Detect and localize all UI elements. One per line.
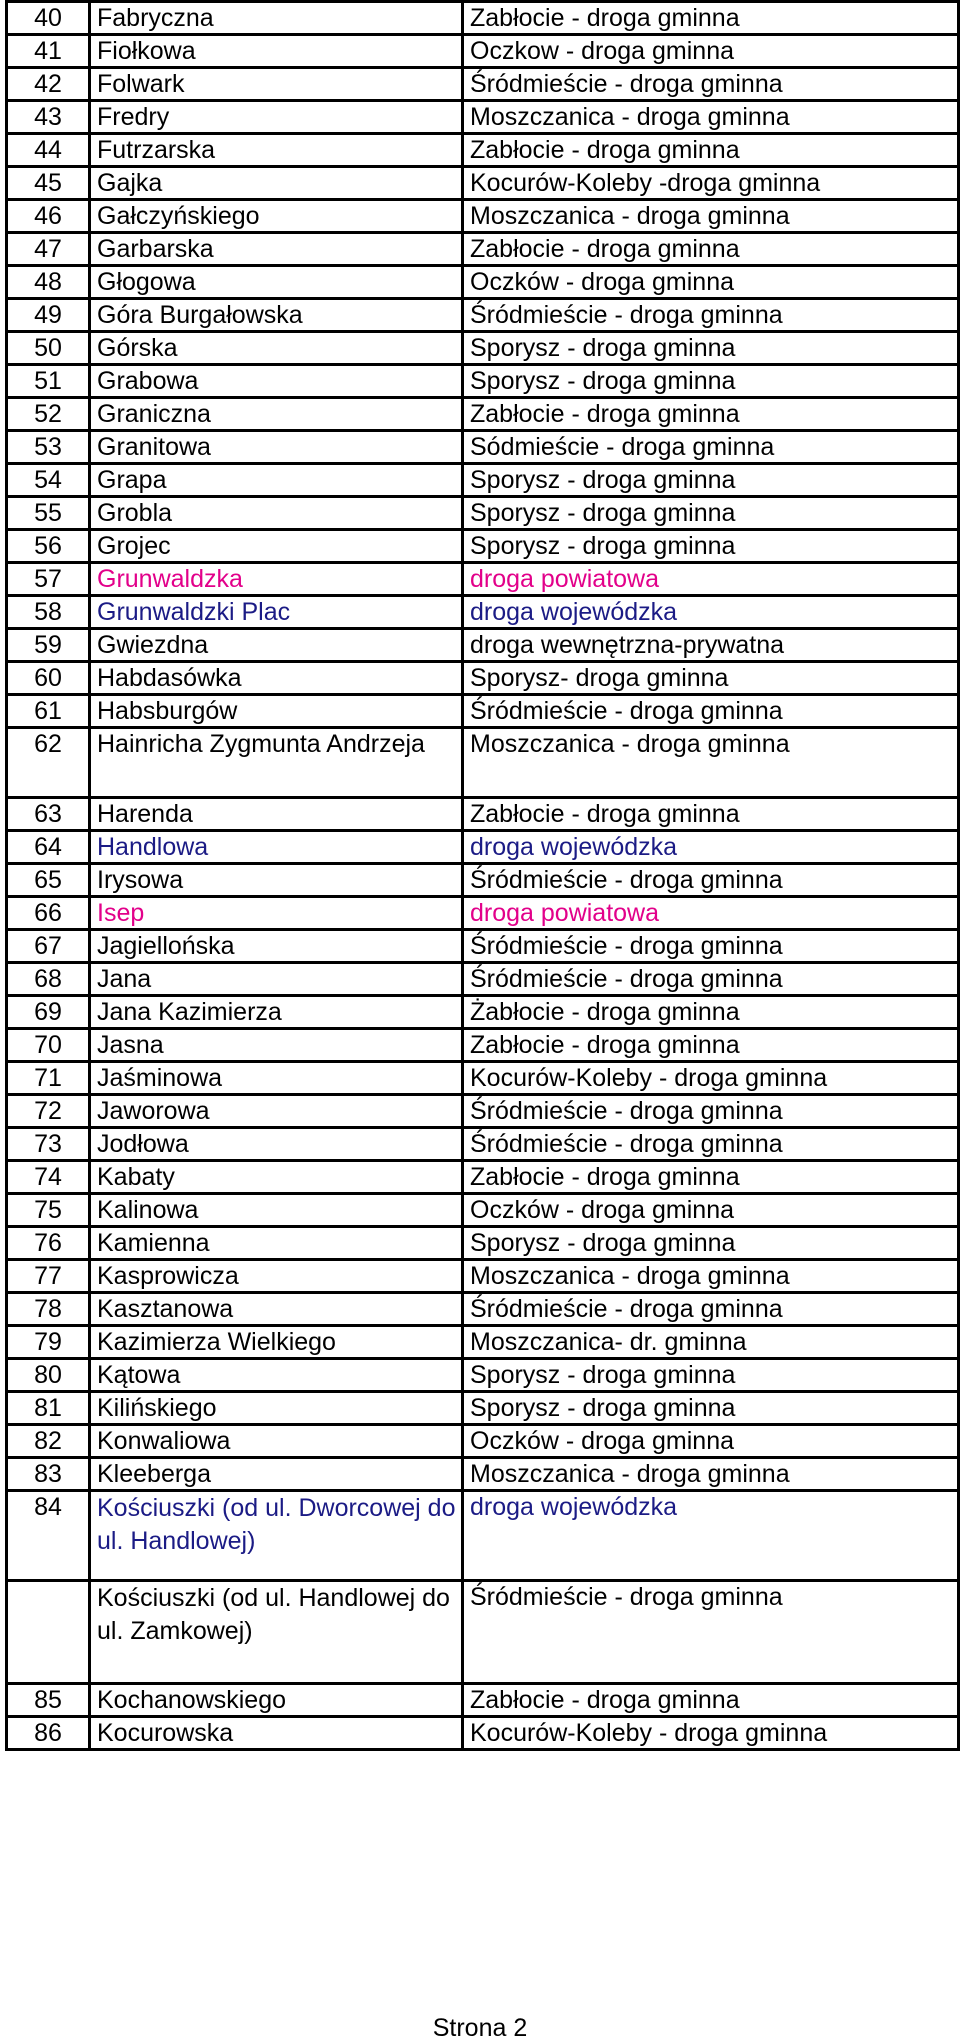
street-name: Kilińskiego	[90, 1392, 463, 1425]
road-category: Sporysz - droga gminna	[463, 1227, 959, 1260]
street-name: Gałczyńskiego	[90, 200, 463, 233]
road-category: Sódmieście - droga gminna	[463, 431, 959, 464]
table-row	[7, 332, 959, 365]
street-name: Folwark	[90, 68, 463, 101]
road-category: Sporysz - droga gminna	[463, 497, 959, 530]
road-category: Zabłocie - droga gminna	[463, 798, 959, 831]
street-name: Jaśminowa	[90, 1062, 463, 1095]
street-name: Jana	[90, 963, 463, 996]
street-name: Kościuszki (od ul. Handlowej do ul. Zamkowej)	[90, 1581, 463, 1684]
street-name: Konwaliowa	[90, 1425, 463, 1458]
table-row	[7, 728, 959, 798]
street-name: Kazimierza Wielkiego	[90, 1326, 463, 1359]
row-number: 50	[7, 332, 90, 365]
road-category: Oczkow - droga gminna	[463, 35, 959, 68]
row-number: 79	[7, 1326, 90, 1359]
road-category: Sporysz - droga gminna	[463, 332, 959, 365]
road-category: Moszczanica - droga gminna	[463, 101, 959, 134]
street-name: Grunwaldzka	[90, 563, 463, 596]
table-row	[7, 1491, 959, 1581]
road-category: Sporysz- droga gminna	[463, 662, 959, 695]
street-road-table	[5, 0, 960, 1751]
row-number: 71	[7, 1062, 90, 1095]
table-row	[7, 996, 959, 1029]
street-name: Grunwaldzki Plac	[90, 596, 463, 629]
row-number: 82	[7, 1425, 90, 1458]
table-row	[7, 897, 959, 930]
row-number: 59	[7, 629, 90, 662]
road-category: droga wojewódzka	[463, 596, 959, 629]
table-row	[7, 1326, 959, 1359]
table-row	[7, 1293, 959, 1326]
table-row	[7, 497, 959, 530]
road-category: droga wojewódzka	[463, 831, 959, 864]
street-name: Kleeberga	[90, 1458, 463, 1491]
road-category: Zabłocie - droga gminna	[463, 134, 959, 167]
street-name: Jaworowa	[90, 1095, 463, 1128]
road-category: Sporysz - droga gminna	[463, 530, 959, 563]
street-name: Habsburgów	[90, 695, 463, 728]
table-row	[7, 398, 959, 431]
row-number: 70	[7, 1029, 90, 1062]
street-name: Kamienna	[90, 1227, 463, 1260]
row-number: 69	[7, 996, 90, 1029]
row-number: 42	[7, 68, 90, 101]
row-number: 81	[7, 1392, 90, 1425]
street-name: Gwiezdna	[90, 629, 463, 662]
street-name: Kątowa	[90, 1359, 463, 1392]
road-category: Sporysz - droga gminna	[463, 1392, 959, 1425]
road-category: Śródmieście - droga gminna	[463, 299, 959, 332]
table-row	[7, 233, 959, 266]
road-category: Oczków - droga gminna	[463, 1194, 959, 1227]
table-row	[7, 101, 959, 134]
street-name: Grojec	[90, 530, 463, 563]
road-category: Moszczanica - droga gminna	[463, 200, 959, 233]
street-name: Kalinowa	[90, 1194, 463, 1227]
table-row	[7, 1425, 959, 1458]
road-category: Moszczanica - droga gminna	[463, 1458, 959, 1491]
table-row	[7, 464, 959, 497]
street-name: Irysowa	[90, 864, 463, 897]
street-name: Hainricha Zygmunta Andrzeja	[90, 728, 463, 798]
street-table-body	[7, 2, 959, 1750]
street-name: Jagiellońska	[90, 930, 463, 963]
road-category: Oczków - droga gminna	[463, 266, 959, 299]
row-number: 63	[7, 798, 90, 831]
street-name: Górska	[90, 332, 463, 365]
table-row	[7, 1359, 959, 1392]
table-row	[7, 930, 959, 963]
street-name: Garbarska	[90, 233, 463, 266]
street-name: Kasztanowa	[90, 1293, 463, 1326]
row-number: 45	[7, 167, 90, 200]
table-row	[7, 1392, 959, 1425]
table-row	[7, 1161, 959, 1194]
row-number: 85	[7, 1684, 90, 1717]
road-category: Śródmieście - droga gminna	[463, 864, 959, 897]
table-row	[7, 1095, 959, 1128]
table-row	[7, 68, 959, 101]
road-category: Kocurów-Koleby - droga gminna	[463, 1062, 959, 1095]
table-row	[7, 695, 959, 728]
road-category: Zabłocie - droga gminna	[463, 1029, 959, 1062]
table-row	[7, 1029, 959, 1062]
row-number: 77	[7, 1260, 90, 1293]
road-category: Śródmieście - droga gminna	[463, 1293, 959, 1326]
table-row	[7, 1194, 959, 1227]
row-number: 44	[7, 134, 90, 167]
row-number: 74	[7, 1161, 90, 1194]
road-category: Śródmieście - droga gminna	[463, 930, 959, 963]
table-row	[7, 167, 959, 200]
row-number: 78	[7, 1293, 90, 1326]
row-number: 72	[7, 1095, 90, 1128]
road-category: droga wewnętrzna-prywatna	[463, 629, 959, 662]
table-row	[7, 798, 959, 831]
row-number: 66	[7, 897, 90, 930]
street-name: Handlowa	[90, 831, 463, 864]
street-name: Kasprowicza	[90, 1260, 463, 1293]
row-number: 46	[7, 200, 90, 233]
row-number	[7, 1581, 90, 1684]
road-category: Śródmieście - droga gminna	[463, 695, 959, 728]
row-number: 57	[7, 563, 90, 596]
street-name: Jodłowa	[90, 1128, 463, 1161]
table-row	[7, 35, 959, 68]
table-row	[7, 1581, 959, 1684]
street-name: Graniczna	[90, 398, 463, 431]
row-number: 84	[7, 1491, 90, 1581]
road-category: Kocurów-Koleby - droga gminna	[463, 1717, 959, 1750]
street-name: Fiołkowa	[90, 35, 463, 68]
table-row	[7, 200, 959, 233]
street-name: Jana Kazimierza	[90, 996, 463, 1029]
table-row	[7, 299, 959, 332]
table-row	[7, 563, 959, 596]
row-number: 48	[7, 266, 90, 299]
row-number: 53	[7, 431, 90, 464]
street-name: Grapa	[90, 464, 463, 497]
row-number: 75	[7, 1194, 90, 1227]
road-category: Moszczanica - droga gminna	[463, 728, 959, 798]
table-row	[7, 431, 959, 464]
row-number: 55	[7, 497, 90, 530]
table-row	[7, 1227, 959, 1260]
table-row	[7, 596, 959, 629]
road-category: droga wojewódzka	[463, 1491, 959, 1581]
street-name: Fredry	[90, 101, 463, 134]
street-name: Góra Burgałowska	[90, 299, 463, 332]
row-number: 58	[7, 596, 90, 629]
table-row	[7, 365, 959, 398]
street-name: Kabaty	[90, 1161, 463, 1194]
row-number: 76	[7, 1227, 90, 1260]
street-name: Głogowa	[90, 266, 463, 299]
street-name: Fabryczna	[90, 2, 463, 35]
table-row	[7, 831, 959, 864]
street-name: Kocurowska	[90, 1717, 463, 1750]
street-name: Granitowa	[90, 431, 463, 464]
road-category: Zabłocie - droga gminna	[463, 2, 959, 35]
road-category: Oczków - droga gminna	[463, 1425, 959, 1458]
street-name: Jasna	[90, 1029, 463, 1062]
road-category: Kocurów-Koleby -droga gminna	[463, 167, 959, 200]
road-category: Sporysz - droga gminna	[463, 1359, 959, 1392]
table-row	[7, 1260, 959, 1293]
road-category: Moszczanica- dr. gminna	[463, 1326, 959, 1359]
row-number: 52	[7, 398, 90, 431]
table-row	[7, 134, 959, 167]
row-number: 67	[7, 930, 90, 963]
row-number: 62	[7, 728, 90, 798]
road-category: Zabłocie - droga gminna	[463, 1161, 959, 1194]
row-number: 51	[7, 365, 90, 398]
row-number: 41	[7, 35, 90, 68]
road-category: Śródmieście - droga gminna	[463, 1095, 959, 1128]
road-category: Śródmieście - droga gminna	[463, 68, 959, 101]
table-row	[7, 629, 959, 662]
row-number: 80	[7, 1359, 90, 1392]
street-name: Isep	[90, 897, 463, 930]
street-name: Grobla	[90, 497, 463, 530]
row-number: 47	[7, 233, 90, 266]
table-row	[7, 662, 959, 695]
road-category: Zabłocie - droga gminna	[463, 1684, 959, 1717]
table-row	[7, 1128, 959, 1161]
street-name: Gajka	[90, 167, 463, 200]
road-category: Śródmieście - droga gminna	[463, 963, 959, 996]
row-number: 65	[7, 864, 90, 897]
road-category: Zabłocie - droga gminna	[463, 398, 959, 431]
street-name: Grabowa	[90, 365, 463, 398]
table-row	[7, 530, 959, 563]
road-category: Zabłocie - droga gminna	[463, 233, 959, 266]
row-number: 49	[7, 299, 90, 332]
table-row	[7, 864, 959, 897]
road-category: Żabłocie - droga gminna	[463, 996, 959, 1029]
street-name: Futrzarska	[90, 134, 463, 167]
row-number: 73	[7, 1128, 90, 1161]
road-category: droga powiatowa	[463, 897, 959, 930]
table-row	[7, 963, 959, 996]
row-number: 54	[7, 464, 90, 497]
page-footer	[0, 2013, 960, 2043]
row-number: 83	[7, 1458, 90, 1491]
table-row	[7, 2, 959, 35]
row-number: 40	[7, 2, 90, 35]
road-category: Moszczanica - droga gminna	[463, 1260, 959, 1293]
street-name: Harenda	[90, 798, 463, 831]
table-row	[7, 1717, 959, 1750]
table-row	[7, 1062, 959, 1095]
page-number-label: Strona 2	[432, 2014, 528, 2042]
row-number: 56	[7, 530, 90, 563]
table-row	[7, 1458, 959, 1491]
road-category: droga powiatowa	[463, 563, 959, 596]
table-row	[7, 266, 959, 299]
row-number: 60	[7, 662, 90, 695]
table-row	[7, 1684, 959, 1717]
row-number: 68	[7, 963, 90, 996]
row-number: 43	[7, 101, 90, 134]
street-name: Kościuszki (od ul. Dworcowej do ul. Handlowej)	[90, 1491, 463, 1581]
road-category: Sporysz - droga gminna	[463, 464, 959, 497]
street-name: Kochanowskiego	[90, 1684, 463, 1717]
road-category: Śródmieście - droga gminna	[463, 1128, 959, 1161]
street-name: Habdasówka	[90, 662, 463, 695]
row-number: 61	[7, 695, 90, 728]
row-number: 64	[7, 831, 90, 864]
road-category: Sporysz - droga gminna	[463, 365, 959, 398]
row-number: 86	[7, 1717, 90, 1750]
road-category: Śródmieście - droga gminna	[463, 1581, 959, 1684]
